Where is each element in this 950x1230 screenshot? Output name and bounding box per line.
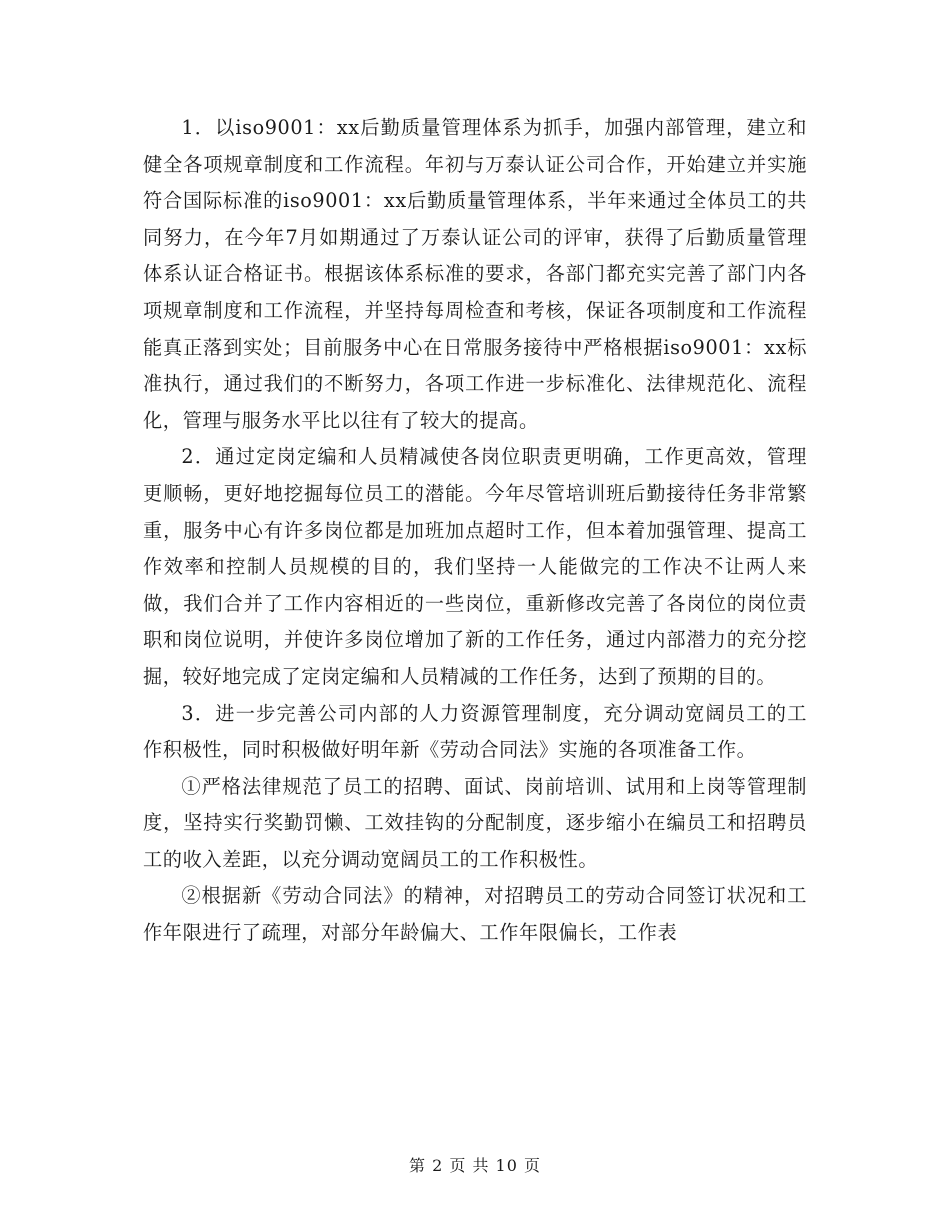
paragraph-5: ②根据新《劳动合同法》的精神，对招聘员工的劳动合同签订状况和工作年限进行了疏理，对部分年龄偏大、工作年限偏长，工作表: [143, 884, 807, 945]
page-number-footer: 第 2 页 共 10 页: [409, 1156, 541, 1175]
paragraph-2: 2．通过定岗定编和人员精减使各岗位职责更明确，工作更高效，管理更顺畅，更好地挖掘每位员工的潜能。今年尽管培训班后勤接待任务非常繁重，服务中心有许多岗位都是加班加点超时工作，但本着加强管理、提高工作效率和控制人员规模的目的，我们坚持一人能做完的工作决不让两人来做，我们合并了工作内容相近的一些岗位，重新修改完善了各岗位的岗位责职和岗位说明，并使许多岗位增加了新的工作任务，通过内部潜力的充分挖掘，较好地完成了定岗定编和人员精减的工作任务，达到了预期的目的。: [143, 445, 807, 688]
paragraph-4: ①严格法律规范了员工的招聘、面试、岗前培训、试用和上岗等管理制度，坚持实行奖勤罚懒、工效挂钩的分配制度，逐步缩小在编员工和招聘员工的收入差距，以充分调动宽阔员工的工作积极性。: [143, 774, 807, 871]
paragraph-3: 3．进一步完善公司内部的人力资源管理制度，充分调动宽阔员工的工作积极性，同时积极做好明年新《劳动合同法》实施的各项准备工作。: [143, 701, 807, 762]
document-body: [143, 110, 807, 952]
paragraph-1: 1．以iso9001：xx后勤质量管理体系为抓手，加强内部管理，建立和健全各项规章制度和工作流程。年初与万泰认证公司合作，开始建立并实施符合国际标准的iso9001：xx后勤质量管理体系，半年来通过全体员工的共同努力，在今年7月如期通过了万泰认证公司的评审，获得了后勤质量管理体系认证合格证书。根据该体系标准的要求，各部门都充实完善了部门内各项规章制度和工作流程，并坚持每周检查和考核，保证各项制度和工作流程能真正落到实处；目前服务中心在日常服务接待中严格根据iso9001：xx标准执行，通过我们的不断努力，各项工作进一步标准化、法律规范化、流程化，管理与服务水平比以往有了较大的提高。: [143, 116, 807, 432]
